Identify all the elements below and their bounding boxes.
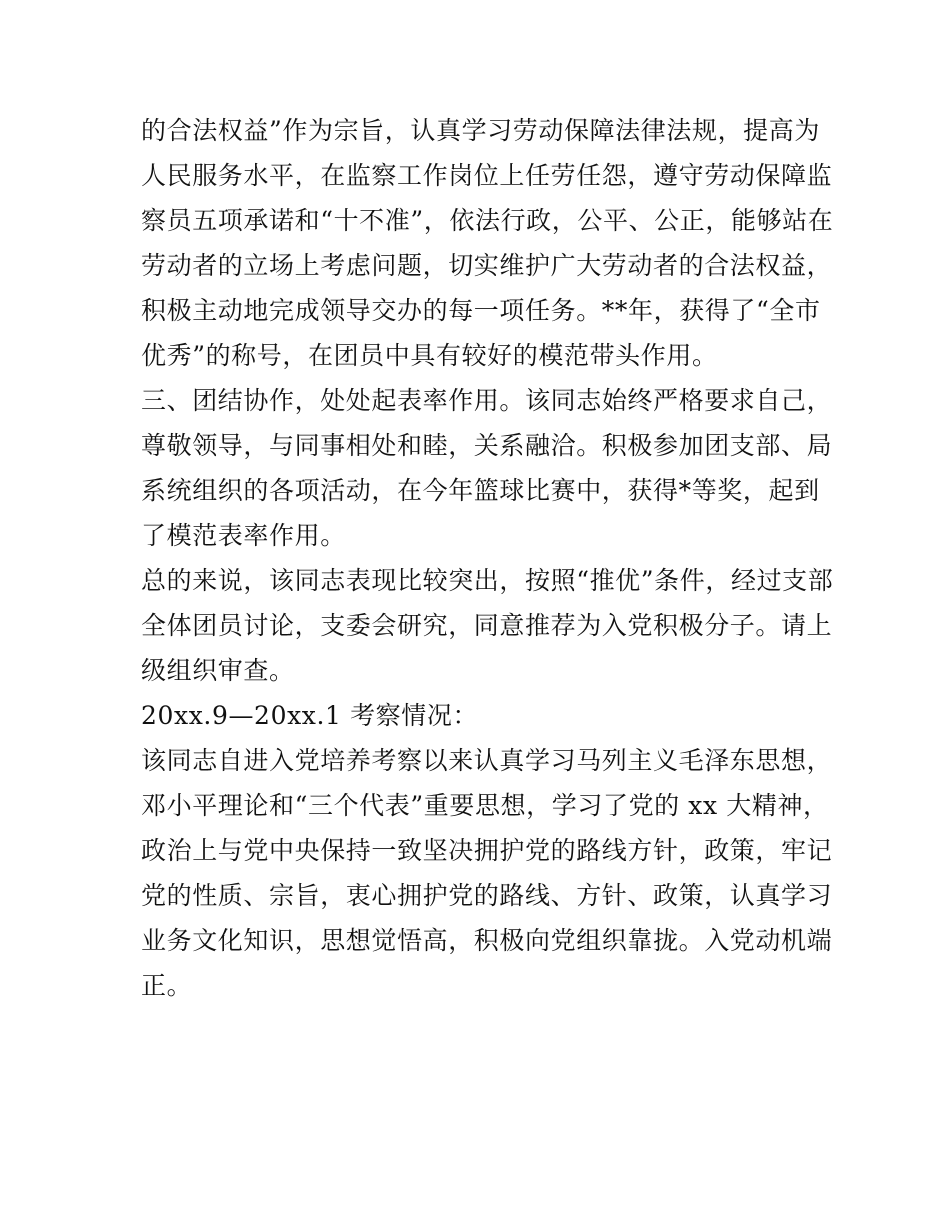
text-line: 尊敬领导，与同事相处和睦，关系融洽。积极参加团支部、局 — [141, 431, 833, 460]
document-body — [141, 108, 834, 1008]
text-line: 党的性质、宗旨，衷心拥护党的路线、方针、政策，认真学习 — [141, 881, 833, 910]
text-line: 业务文化知识，思想觉悟高，积极向党组织靠拢。入党动机端 — [141, 926, 833, 955]
text-line: 邓小平理论和“三个代表”重要思想，学习了党的 xx 大精神， — [141, 791, 829, 820]
text-line: 级组织审查。 — [141, 656, 295, 685]
period-heading: 20xx.9—20xx.1 考察情况： — [141, 701, 479, 730]
text-line: 优秀”的称号，在团员中具有较好的模范带头作用。 — [141, 341, 718, 370]
text-line: 的合法权益”作为宗旨，认真学习劳动保障法律法规，提高为 — [141, 116, 820, 145]
section-heading-line: 三、团结协作，处处起表率作用。该同志始终严格要求自己， — [141, 386, 833, 415]
text-line: 全体团员讨论，支委会研究，同意推荐为入党积极分子。请上 — [141, 611, 833, 640]
text-line: 政治上与党中央保持一致坚决拥护党的路线方针，政策，牢记 — [141, 836, 833, 865]
text-line: 劳动者的立场上考虑问题，切实维护广大劳动者的合法权益， — [141, 251, 833, 280]
text-line: 积极主动地完成领导交办的每一项任务。**年，获得了“全市 — [141, 296, 821, 325]
text-line: 系统组织的各项活动，在今年篮球比赛中，获得*等奖，起到 — [141, 476, 820, 505]
text-line: 了模范表率作用。 — [141, 521, 346, 550]
summary-line: 总的来说，该同志表现比较突出，按照“推优”条件，经过支部 — [141, 566, 834, 595]
text-line: 人民服务水平，在监察工作岗位上任劳任怨，遵守劳动保障监 — [141, 161, 833, 190]
text-line: 正。 — [141, 971, 193, 1000]
text-line: 察员五项承诺和“十不准”，依法行政，公平、公正，能够站在 — [141, 206, 834, 235]
text-line: 该同志自进入党培养考察以来认真学习马列主义毛泽东思想， — [141, 746, 833, 775]
